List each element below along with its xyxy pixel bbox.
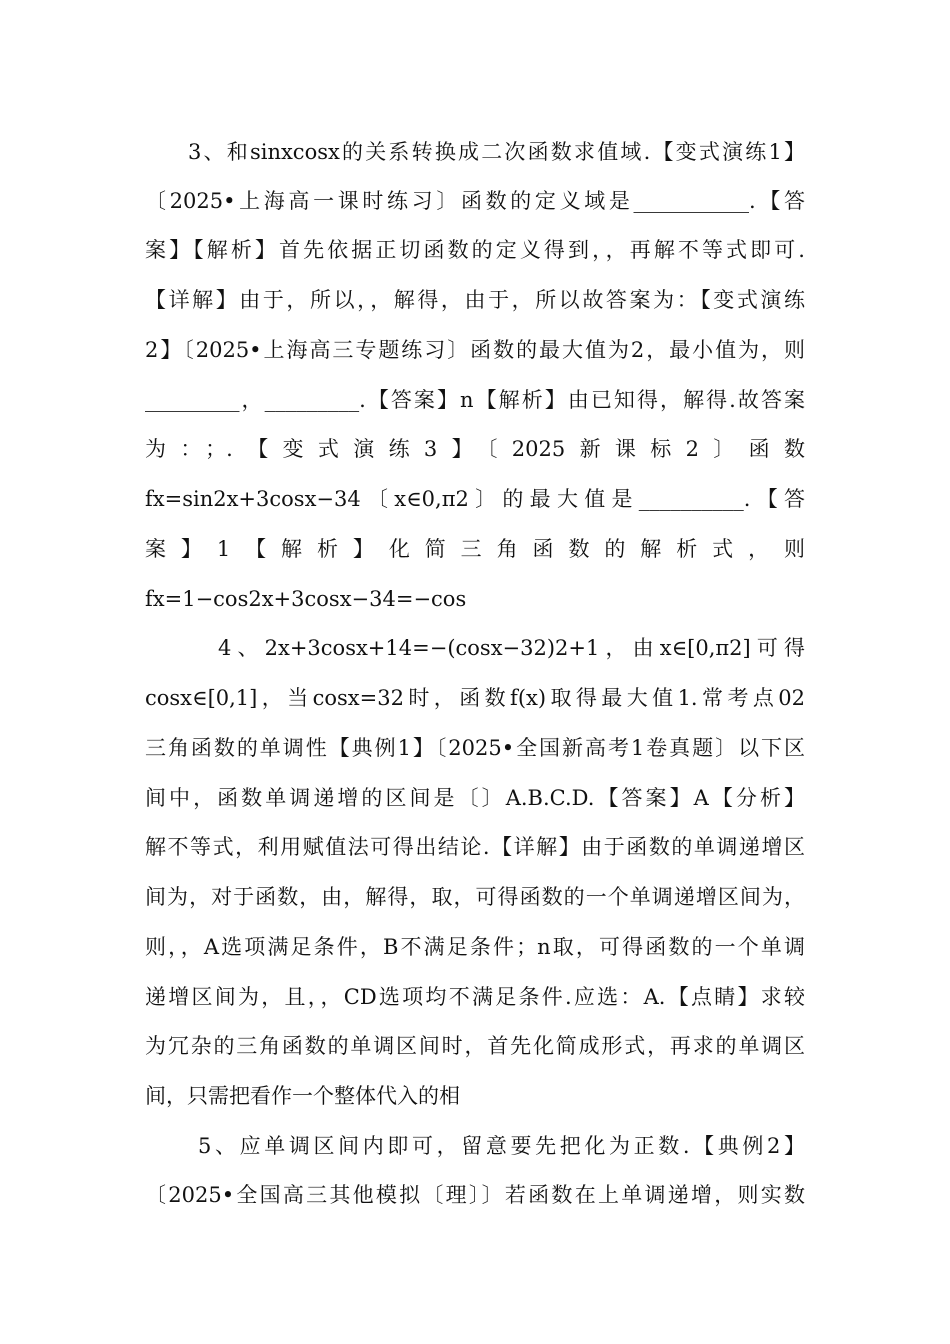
paragraph-3-line-9: 案】1【解析】化简三角函数的解析式，则 <box>145 537 805 561</box>
paragraph-3-line-5: 2】〔2025•上海高三专题练习〕函数的最大值为2，最小值为，则 <box>145 338 805 362</box>
paragraph-3-line-4: 【详解】由于，所以，，解得，由于，所以故答案为：【变式演练 <box>145 288 805 312</box>
paragraph-4-line-7: 则，，A选项满足条件，B不满足条件；n取，可得函数的一个单调 <box>145 935 805 959</box>
paragraph-3-line-7: 为：；.【变式演练3】〔2025新课标2〕函数 <box>145 437 805 461</box>
paragraph-5-line-1: 5、应单调区间内即可，留意要先把化为正数.【典例2】 <box>198 1134 805 1158</box>
paragraph-4-line-6: 间为，对于函数，由，解得，取，可得函数的一个单调递增区间为， <box>145 885 805 909</box>
paragraph-3-line-2: 〔2025•上海高一课时练习〕函数的定义域是___________.【答 <box>145 189 805 213</box>
paragraph-3-line-10: fx=1−cos2x+3cosx−34=−cos <box>145 587 467 611</box>
paragraph-4-line-1: 4、2x+3cosx+14=−(cosx−32)2+1，由x∈[0,π2]可得 <box>218 636 805 660</box>
paragraph-4-line-4: 间中，函数单调递增的区间是〔〕A.B.C.D.【答案】A【分析】 <box>145 786 805 810</box>
paragraph-4-line-3: 三角函数的单调性【典例1】〔2025•全国新高考1卷真题〕以下区 <box>145 736 805 760</box>
paragraph-4-line-8: 递增区间为，且，，CD选项均不满足条件.应选：A.【点睛】求较 <box>145 985 805 1009</box>
paragraph-4-line-5: 解不等式，利用赋值法可得出结论.【详解】由于函数的单调递增区 <box>145 835 805 859</box>
paragraph-4-line-10: 间，只需把看作一个整体代入的相 <box>145 1084 460 1108</box>
paragraph-3-line-8: fx=sin2x+3cosx−34〔x∈0,π2〕的最大值是__________.【答 <box>145 487 805 511</box>
paragraph-4-line-9: 为冗杂的三角函数的单调区间时，首先化简成形式，再求的单调区 <box>145 1034 805 1058</box>
paragraph-3-line-1: 3、和sinxcosx的关系转换成二次函数求值域.【变式演练1】 <box>188 140 805 164</box>
paragraph-3-line-3: 案】【解析】首先依据正切函数的定义得到，，再解不等式即可. <box>145 238 805 262</box>
paragraph-5-line-2: 〔2025•全国高三其他模拟〔理〕〕若函数在上单调递增，则实数 <box>145 1183 805 1207</box>
paragraph-4-line-2: cosx∈[0,1]，当cosx=32时，函数f(x)取得最大值1.常考点02 <box>145 686 805 710</box>
paragraph-3-line-6: _________，_________.【答案】n【解析】由已知得，解得.故答案 <box>145 388 805 412</box>
